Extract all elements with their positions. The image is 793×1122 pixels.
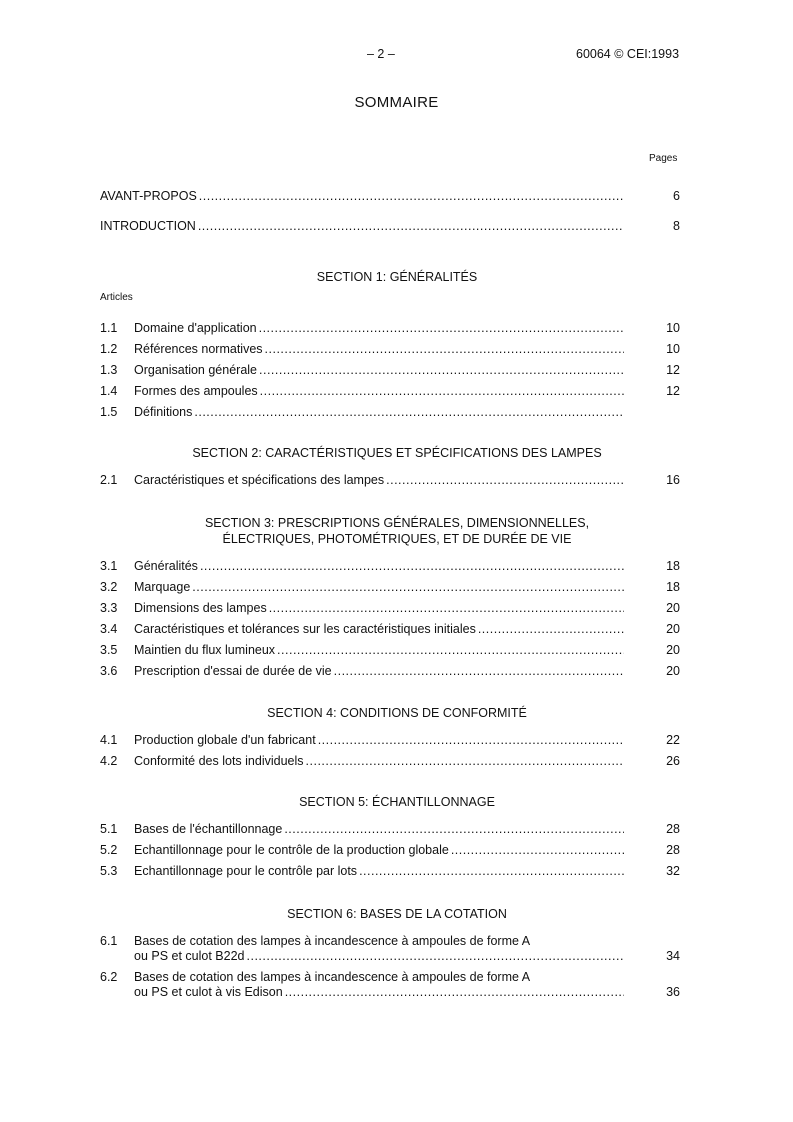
dot-leader: [265, 339, 624, 359]
toc-entry-page: 18: [666, 559, 680, 573]
dot-leader: [386, 470, 624, 490]
page-title: SOMMAIRE: [354, 94, 439, 111]
dot-leader: [478, 619, 624, 639]
toc-entry-number: 1.2: [100, 342, 118, 356]
toc-entry-number: 1.5: [100, 405, 118, 419]
toc-entry-number: 6.1: [100, 934, 118, 948]
toc-entry-page: 18: [666, 580, 680, 594]
dot-leader: [284, 819, 624, 839]
toc-entry[interactable]: [100, 730, 680, 750]
dot-leader: [247, 949, 625, 964]
dot-leader: [199, 186, 624, 206]
toc-entry-text: Production globale d'un fabricant: [134, 733, 316, 747]
toc-entry-page: 6: [673, 189, 680, 203]
toc-entry-text: ou PS et culot B22d: [134, 949, 245, 963]
section-4-title: SECTION 4: CONDITIONS DE CONFORMITÉ: [267, 706, 527, 720]
toc-entry[interactable]: [100, 577, 680, 597]
toc-entry-number: 3.2: [100, 580, 118, 594]
toc-entry-page: 10: [666, 321, 680, 335]
toc-entry-page: 12: [666, 384, 680, 398]
toc-entry-text: AVANT-PROPOS: [100, 189, 197, 203]
toc-entry-text: Caractéristiques et spécifications des lampes: [134, 473, 385, 487]
toc-entry[interactable]: [100, 598, 680, 618]
toc-entry-text-line1: Bases de cotation des lampes à incandescence à ampoules de forme A: [134, 934, 531, 948]
toc-entry-text: Généralités: [134, 559, 198, 573]
toc-entry-avant-propos[interactable]: [100, 186, 680, 206]
dot-leader: [277, 640, 624, 660]
toc-entry-page: 28: [666, 822, 680, 836]
toc-entry-text: Dimensions des lampes: [134, 601, 267, 615]
toc-entry-number: 5.2: [100, 843, 118, 857]
toc-entry-page: 20: [666, 664, 680, 678]
toc-entry-number: 3.4: [100, 622, 118, 636]
toc-entry-text: Domaine d'application: [134, 321, 257, 335]
section-5-title: SECTION 5: ÉCHANTILLONNAGE: [299, 795, 495, 809]
toc-entry-text: Organisation générale: [134, 363, 257, 377]
dot-leader: [259, 360, 624, 380]
dot-leader: [451, 840, 624, 860]
toc-entry[interactable]: [100, 751, 680, 771]
toc-entry-text: Prescription d'essai de durée de vie: [134, 664, 332, 678]
toc-entry-number: 6.2: [100, 970, 118, 984]
toc-entry[interactable]: [100, 970, 680, 1002]
toc-entry-number: 3.3: [100, 601, 118, 615]
dot-leader: [269, 598, 624, 618]
toc-entry-page: 20: [666, 622, 680, 636]
toc-entry-page: 10: [666, 342, 680, 356]
toc-entry-number: 4.1: [100, 733, 118, 747]
toc-entry-text: Echantillonnage pour le contrôle par lots: [134, 864, 358, 878]
articles-label: Articles: [100, 292, 133, 303]
dot-leader: [334, 661, 624, 681]
toc-entry-text: Bases de l'échantillonnage: [134, 822, 283, 836]
dot-leader: [259, 318, 624, 338]
dot-leader: [200, 556, 624, 576]
section-1-title: SECTION 1: GÉNÉRALITÉS: [316, 270, 478, 284]
toc-entry-number: 3.5: [100, 643, 118, 657]
toc-entry-introduction[interactable]: [100, 216, 680, 236]
section-3-title: SECTION 3: PRESCRIPTIONS GÉNÉRALES, DIMENSIONNELLES,: [204, 516, 590, 530]
toc-entry-page: 16: [666, 473, 680, 487]
section-2-title: SECTION 2: CARACTÉRISTIQUES ET SPÉCIFICATIONS DES LAMPES: [192, 446, 602, 460]
toc-entry-page: 20: [666, 601, 680, 615]
dot-leader: [198, 216, 624, 236]
toc-entry-text: Echantillonnage pour le contrôle de la production globale: [134, 843, 449, 857]
toc-entry-number: 1.3: [100, 363, 118, 377]
pages-column-label: Pages: [649, 153, 678, 164]
toc-entry-number: 4.2: [100, 754, 118, 768]
toc-entry-number: 3.1: [100, 559, 118, 573]
toc-entry[interactable]: [100, 840, 680, 860]
toc-entry[interactable]: [100, 619, 680, 639]
toc-entry-number: 1.4: [100, 384, 118, 398]
toc-entry[interactable]: [100, 470, 680, 490]
dot-leader: [192, 577, 624, 597]
toc-entry-text: ou PS et culot à vis Edison: [134, 985, 283, 999]
toc-entry-number: 5.3: [100, 864, 118, 878]
toc-entry[interactable]: [100, 819, 680, 839]
toc-entry-text: Formes des ampoules: [134, 384, 258, 398]
toc-entry[interactable]: [100, 360, 680, 380]
toc-entry-page: 12: [666, 363, 680, 377]
toc-entry[interactable]: [100, 402, 680, 422]
toc-entry-page: 36: [666, 985, 680, 999]
toc-entry-page: 8: [673, 219, 680, 233]
toc-entry-text-line1: Bases de cotation des lampes à incandescence à ampoules de forme A: [134, 970, 531, 984]
toc-entry-number: 3.6: [100, 664, 118, 678]
toc-entry-text: Définitions: [134, 405, 193, 419]
dot-leader: [359, 861, 624, 881]
toc-entry[interactable]: [100, 556, 680, 576]
toc-entry-page: 22: [666, 733, 680, 747]
toc-entry-page: 32: [666, 864, 680, 878]
toc-entry-number: 2.1: [100, 473, 118, 487]
toc-entry-page: 20: [666, 643, 680, 657]
toc-entry-text: Conformité des lots individuels: [134, 754, 304, 768]
toc-entry[interactable]: [100, 661, 680, 681]
toc-entry-page: 26: [666, 754, 680, 768]
dot-leader: [194, 402, 624, 422]
dot-leader: [306, 751, 624, 771]
toc-entry[interactable]: [100, 381, 680, 401]
toc-entry-text: Caractéristiques et tolérances sur les caractéristiques initiales: [134, 622, 476, 636]
toc-entry[interactable]: [100, 861, 680, 881]
section-3-title-line2: ÉLECTRIQUES, PHOTOMÉTRIQUES, ET DE DURÉE DE VIE: [222, 532, 572, 546]
dot-leader: [260, 381, 624, 401]
toc-entry[interactable]: [100, 318, 680, 338]
dot-leader: [318, 730, 624, 750]
page-number: – 2 –: [367, 47, 395, 61]
toc-entry-text: INTRODUCTION: [100, 219, 196, 233]
dot-leader: [285, 985, 624, 1000]
toc-entry[interactable]: [100, 640, 680, 660]
toc-entry-text: Maintien du flux lumineux: [134, 643, 276, 657]
toc-entry[interactable]: [100, 934, 680, 966]
document-reference: 60064 © CEI:1993: [576, 47, 680, 61]
toc-entry-text: Références normatives: [134, 342, 263, 356]
toc-entry-number: 5.1: [100, 822, 118, 836]
toc-entry-page: 34: [666, 949, 680, 963]
section-6-title: SECTION 6: BASES DE LA COTATION: [287, 907, 507, 921]
toc-entry[interactable]: [100, 339, 680, 359]
toc-entry-page: 28: [666, 843, 680, 857]
toc-entry-text: Marquage: [134, 580, 191, 594]
toc-entry-number: 1.1: [100, 321, 118, 335]
